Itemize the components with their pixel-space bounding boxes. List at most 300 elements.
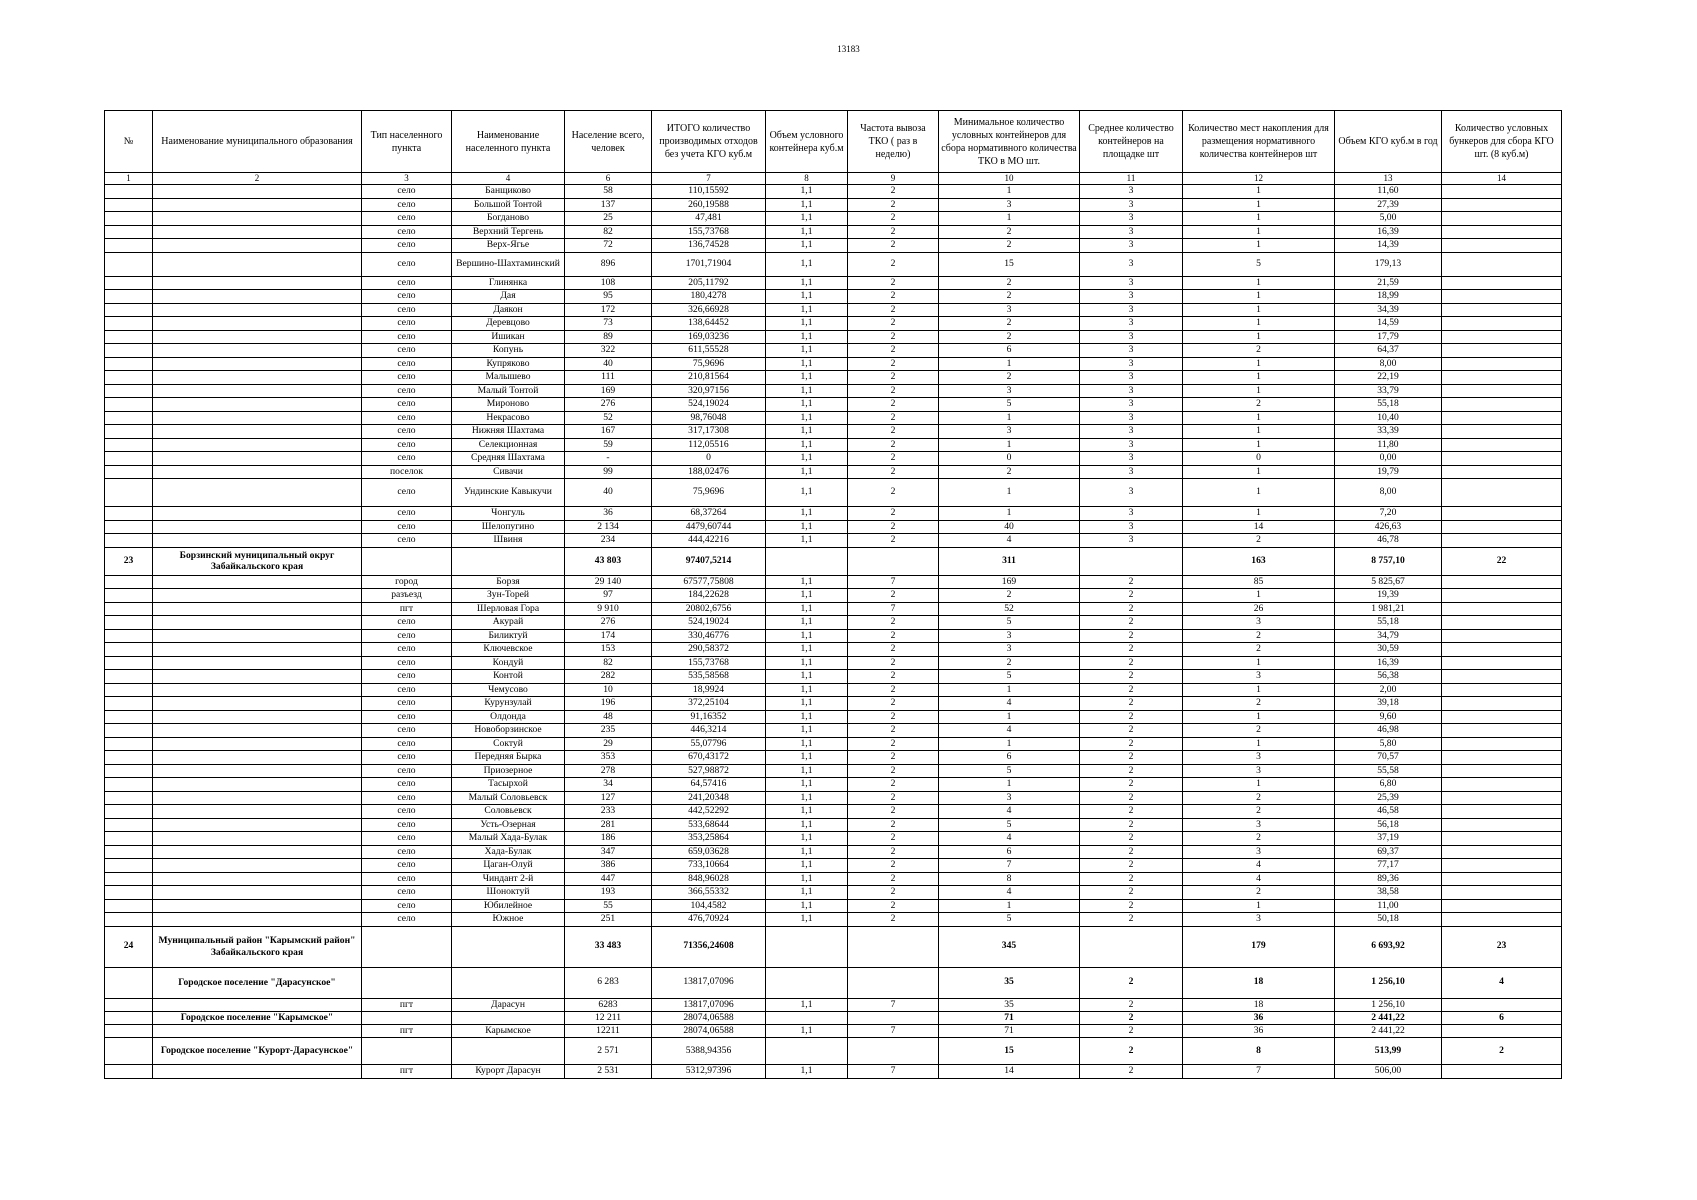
cell-settlement-type: село — [362, 290, 452, 304]
cell-avg-containers: 3 — [1080, 438, 1183, 452]
cell-population: 82 — [565, 656, 652, 670]
cell-settlement-name: Шоноктуй — [452, 886, 565, 900]
cell-waste-total: 180,4278 — [652, 290, 766, 304]
cell-collection-sites: 1 — [1183, 371, 1335, 385]
cell-collection-frequency: 2 — [848, 656, 939, 670]
cell-settlement-name: Юбилейное — [452, 899, 565, 913]
cell-municipality — [153, 845, 362, 859]
cell-kgo-bunkers — [1442, 252, 1562, 276]
cell-population: 235 — [565, 724, 652, 738]
cell-collection-sites: 2 — [1183, 805, 1335, 819]
cell-collection-frequency: 2 — [848, 239, 939, 253]
cell-avg-containers: 3 — [1080, 452, 1183, 466]
cell-container-volume: 1,1 — [766, 425, 848, 439]
cell-waste-total: 71356,24608 — [652, 926, 766, 967]
cell-kgo-bunkers — [1442, 465, 1562, 479]
cell-municipality — [153, 1065, 362, 1079]
cell-municipality — [153, 778, 362, 792]
cell-collection-sites: 36 — [1183, 1024, 1335, 1038]
cell-min-containers: 15 — [939, 1038, 1080, 1065]
table-row — [105, 791, 1562, 805]
cell-waste-total: 28074,06588 — [652, 1012, 766, 1025]
cell-avg-containers: 2 — [1080, 859, 1183, 873]
cell-collection-sites: 1 — [1183, 507, 1335, 521]
col-header-kgo-bunkers: Количество условных бункеров для сбора КГО шт. (8 куб.м) — [1442, 111, 1562, 173]
cell-kgo-volume: 38,58 — [1335, 886, 1442, 900]
cell-number — [105, 212, 153, 226]
cell-kgo-volume: 22,19 — [1335, 371, 1442, 385]
cell-kgo-volume: 6 693,92 — [1335, 926, 1442, 967]
cell-kgo-bunkers: 2 — [1442, 1038, 1562, 1065]
cell-waste-total: 670,43172 — [652, 751, 766, 765]
table-row — [105, 778, 1562, 792]
cell-kgo-bunkers — [1442, 479, 1562, 507]
cell-container-volume: 1,1 — [766, 330, 848, 344]
cell-avg-containers — [1080, 547, 1183, 575]
cell-settlement-type: село — [362, 751, 452, 765]
cell-settlement-name: Дарасун — [452, 998, 565, 1012]
cell-collection-sites: 1 — [1183, 303, 1335, 317]
cell-container-volume: 1,1 — [766, 998, 848, 1012]
cell-municipality — [153, 398, 362, 412]
table-row — [105, 411, 1562, 425]
cell-kgo-volume: 21,59 — [1335, 276, 1442, 290]
cell-collection-sites: 1 — [1183, 357, 1335, 371]
cell-kgo-volume: 9,60 — [1335, 710, 1442, 724]
cell-population: 233 — [565, 805, 652, 819]
cell-settlement-name: Чонгуль — [452, 507, 565, 521]
table-row — [105, 751, 1562, 765]
cell-avg-containers: 3 — [1080, 398, 1183, 412]
cell-population: 59 — [565, 438, 652, 452]
cell-settlement-type: село — [362, 507, 452, 521]
cell-kgo-volume: 8,00 — [1335, 357, 1442, 371]
cell-kgo-bunkers — [1442, 534, 1562, 548]
cell-settlement-type: село — [362, 239, 452, 253]
cell-number — [105, 629, 153, 643]
cell-collection-frequency: 2 — [848, 212, 939, 226]
cell-avg-containers: 2 — [1080, 602, 1183, 616]
cell-collection-frequency: 2 — [848, 330, 939, 344]
column-number-row — [105, 173, 1562, 185]
cell-kgo-volume: 39,18 — [1335, 697, 1442, 711]
cell-number — [105, 225, 153, 239]
col-header-settlement-name: Наименование населенного пункта — [452, 111, 565, 173]
cell-settlement-name: Мироново — [452, 398, 565, 412]
cell-settlement-type: пгт — [362, 602, 452, 616]
cell-settlement-type: село — [362, 818, 452, 832]
table-row — [105, 913, 1562, 927]
cell-avg-containers: 2 — [1080, 683, 1183, 697]
cell-kgo-bunkers — [1442, 737, 1562, 751]
cell-container-volume: 1,1 — [766, 239, 848, 253]
cell-population: 281 — [565, 818, 652, 832]
cell-population: 186 — [565, 832, 652, 846]
cell-min-containers: 52 — [939, 602, 1080, 616]
cell-waste-total: 205,11792 — [652, 276, 766, 290]
cell-collection-sites: 1 — [1183, 225, 1335, 239]
cell-settlement-name: Биликтуй — [452, 629, 565, 643]
table-row — [105, 670, 1562, 684]
cell-collection-frequency: 2 — [848, 724, 939, 738]
cell-population: 43 803 — [565, 547, 652, 575]
cell-collection-sites: 7 — [1183, 1065, 1335, 1079]
cell-kgo-bunkers — [1442, 317, 1562, 331]
cell-settlement-name: Чиндант 2-й — [452, 872, 565, 886]
cell-kgo-bunkers — [1442, 886, 1562, 900]
col-header-municipality: Наименование муниципального образования — [153, 111, 362, 173]
cell-settlement-name: Богданово — [452, 212, 565, 226]
cell-kgo-volume: 5 825,67 — [1335, 575, 1442, 589]
cell-collection-sites: 3 — [1183, 670, 1335, 684]
cell-municipality — [153, 344, 362, 358]
cell-min-containers: 6 — [939, 845, 1080, 859]
cell-collection-sites: 3 — [1183, 913, 1335, 927]
cell-settlement-type: село — [362, 534, 452, 548]
cell-min-containers: 5 — [939, 913, 1080, 927]
table-row — [105, 616, 1562, 630]
cell-settlement-name — [452, 1012, 565, 1025]
cell-population: 97 — [565, 589, 652, 603]
cell-population: 276 — [565, 398, 652, 412]
cell-min-containers: 14 — [939, 1065, 1080, 1079]
cell-waste-total: 290,58372 — [652, 643, 766, 657]
cell-collection-frequency: 2 — [848, 697, 939, 711]
column-number: 4 — [452, 173, 565, 185]
cell-min-containers: 40 — [939, 520, 1080, 534]
cell-kgo-bunkers — [1442, 656, 1562, 670]
table-row — [105, 832, 1562, 846]
cell-number — [105, 239, 153, 253]
cell-min-containers: 3 — [939, 629, 1080, 643]
cell-number: 23 — [105, 547, 153, 575]
cell-avg-containers: 2 — [1080, 998, 1183, 1012]
cell-municipality — [153, 225, 362, 239]
cell-container-volume: 1,1 — [766, 534, 848, 548]
cell-collection-sites: 26 — [1183, 602, 1335, 616]
cell-number — [105, 520, 153, 534]
cell-container-volume: 1,1 — [766, 225, 848, 239]
cell-kgo-bunkers — [1442, 629, 1562, 643]
cell-min-containers: 1 — [939, 778, 1080, 792]
col-header-kgo-volume: Объем КГО куб.м в год — [1335, 111, 1442, 173]
cell-kgo-bunkers — [1442, 212, 1562, 226]
cell-municipality: Борзинский муниципальный округ Забайкальского края — [153, 547, 362, 575]
cell-municipality — [153, 872, 362, 886]
cell-population: 2 134 — [565, 520, 652, 534]
cell-municipality — [153, 886, 362, 900]
cell-collection-sites: 2 — [1183, 886, 1335, 900]
cell-population: 896 — [565, 252, 652, 276]
cell-collection-frequency: 2 — [848, 710, 939, 724]
cell-collection-frequency: 2 — [848, 737, 939, 751]
cell-settlement-name: Малый Тонтой — [452, 384, 565, 398]
cell-collection-frequency — [848, 967, 939, 998]
cell-number — [105, 185, 153, 199]
cell-waste-total: 110,15592 — [652, 185, 766, 199]
cell-municipality — [153, 357, 362, 371]
cell-collection-frequency: 7 — [848, 602, 939, 616]
subtotal-row — [105, 1038, 1562, 1065]
cell-container-volume: 1,1 — [766, 507, 848, 521]
table-row — [105, 643, 1562, 657]
cell-waste-total: 210,81564 — [652, 371, 766, 385]
cell-waste-total: 326,66928 — [652, 303, 766, 317]
cell-municipality: Городское поселение "Карымское" — [153, 1012, 362, 1025]
cell-min-containers: 311 — [939, 547, 1080, 575]
cell-min-containers: 5 — [939, 398, 1080, 412]
cell-collection-sites: 2 — [1183, 398, 1335, 412]
table-row — [105, 899, 1562, 913]
cell-number — [105, 317, 153, 331]
column-number: 11 — [1080, 173, 1183, 185]
cell-collection-frequency: 2 — [848, 534, 939, 548]
cell-settlement-type: село — [362, 452, 452, 466]
cell-waste-total: 138,64452 — [652, 317, 766, 331]
cell-collection-frequency: 2 — [848, 913, 939, 927]
cell-container-volume: 1,1 — [766, 670, 848, 684]
cell-collection-sites: 1 — [1183, 185, 1335, 199]
cell-collection-sites: 1 — [1183, 479, 1335, 507]
cell-avg-containers: 2 — [1080, 1038, 1183, 1065]
cell-kgo-volume: 34,39 — [1335, 303, 1442, 317]
cell-population: 72 — [565, 239, 652, 253]
table-row — [105, 507, 1562, 521]
cell-number — [105, 465, 153, 479]
cell-collection-frequency: 2 — [848, 764, 939, 778]
cell-municipality — [153, 818, 362, 832]
cell-collection-frequency: 2 — [848, 384, 939, 398]
cell-number — [105, 425, 153, 439]
cell-settlement-name: Дая — [452, 290, 565, 304]
cell-container-volume: 1,1 — [766, 697, 848, 711]
cell-settlement-name: Новоборзинское — [452, 724, 565, 738]
cell-avg-containers: 2 — [1080, 670, 1183, 684]
cell-waste-total: 5312,97396 — [652, 1065, 766, 1079]
cell-collection-frequency: 2 — [848, 452, 939, 466]
cell-municipality — [153, 751, 362, 765]
cell-min-containers: 2 — [939, 290, 1080, 304]
cell-collection-sites: 1 — [1183, 239, 1335, 253]
cell-settlement-type: село — [362, 616, 452, 630]
cell-number — [105, 252, 153, 276]
cell-settlement-type: село — [362, 778, 452, 792]
cell-number — [105, 1024, 153, 1038]
cell-settlement-name — [452, 926, 565, 967]
cell-collection-sites: 2 — [1183, 629, 1335, 643]
cell-collection-sites: 5 — [1183, 252, 1335, 276]
cell-kgo-volume: 14,39 — [1335, 239, 1442, 253]
cell-container-volume — [766, 1012, 848, 1025]
cell-avg-containers — [1080, 926, 1183, 967]
cell-avg-containers: 2 — [1080, 818, 1183, 832]
col-header-avg-containers: Среднее количество контейнеров на площадке шт — [1080, 111, 1183, 173]
cell-kgo-volume: 30,59 — [1335, 643, 1442, 657]
cell-min-containers: 1 — [939, 357, 1080, 371]
cell-waste-total: 91,16352 — [652, 710, 766, 724]
cell-avg-containers: 3 — [1080, 465, 1183, 479]
cell-kgo-volume: 55,58 — [1335, 764, 1442, 778]
cell-collection-sites: 1 — [1183, 317, 1335, 331]
cell-settlement-name: Средняя Шахтама — [452, 452, 565, 466]
cell-number: 24 — [105, 926, 153, 967]
cell-municipality — [153, 276, 362, 290]
cell-settlement-type: село — [362, 913, 452, 927]
cell-avg-containers: 3 — [1080, 185, 1183, 199]
cell-population: 234 — [565, 534, 652, 548]
cell-container-volume: 1,1 — [766, 859, 848, 873]
cell-min-containers: 1 — [939, 479, 1080, 507]
cell-min-containers: 1 — [939, 185, 1080, 199]
page-number: 13183 — [837, 44, 860, 54]
cell-number — [105, 643, 153, 657]
cell-container-volume: 1,1 — [766, 913, 848, 927]
cell-settlement-name: Вершино-Шахтаминский — [452, 252, 565, 276]
cell-container-volume: 1,1 — [766, 357, 848, 371]
cell-population: 95 — [565, 290, 652, 304]
cell-settlement-name: Курорт Дарасун — [452, 1065, 565, 1079]
cell-settlement-type: село — [362, 710, 452, 724]
cell-municipality — [153, 697, 362, 711]
cell-kgo-volume: 2,00 — [1335, 683, 1442, 697]
cell-kgo-volume: 77,17 — [1335, 859, 1442, 873]
cell-population: 111 — [565, 371, 652, 385]
cell-avg-containers: 3 — [1080, 290, 1183, 304]
cell-kgo-bunkers — [1442, 913, 1562, 927]
cell-min-containers: 1 — [939, 710, 1080, 724]
cell-population: 169 — [565, 384, 652, 398]
cell-collection-frequency: 2 — [848, 371, 939, 385]
cell-collection-sites: 36 — [1183, 1012, 1335, 1025]
cell-kgo-volume: 37,19 — [1335, 832, 1442, 846]
cell-waste-total: 155,73768 — [652, 656, 766, 670]
cell-number — [105, 357, 153, 371]
cell-kgo-volume: 25,39 — [1335, 791, 1442, 805]
cell-settlement-type: село — [362, 764, 452, 778]
cell-kgo-bunkers — [1442, 710, 1562, 724]
cell-municipality — [153, 185, 362, 199]
cell-number — [105, 778, 153, 792]
cell-settlement-name: Швиня — [452, 534, 565, 548]
col-header-container-volume: Объем условного контейнера куб.м — [766, 111, 848, 173]
cell-kgo-bunkers — [1442, 425, 1562, 439]
cell-collection-frequency: 2 — [848, 225, 939, 239]
cell-population: 196 — [565, 697, 652, 711]
cell-collection-sites: 18 — [1183, 998, 1335, 1012]
cell-kgo-volume: 11,00 — [1335, 899, 1442, 913]
cell-waste-total: 527,98872 — [652, 764, 766, 778]
col-header-number: № — [105, 111, 153, 173]
cell-kgo-volume: 27,39 — [1335, 198, 1442, 212]
cell-waste-total: 155,73768 — [652, 225, 766, 239]
cell-kgo-bunkers: 22 — [1442, 547, 1562, 575]
table-row — [105, 602, 1562, 616]
cell-municipality — [153, 384, 362, 398]
cell-waste-total: 535,58568 — [652, 670, 766, 684]
cell-municipality — [153, 198, 362, 212]
cell-avg-containers: 3 — [1080, 520, 1183, 534]
cell-waste-total: 241,20348 — [652, 791, 766, 805]
cell-settlement-name: Купряково — [452, 357, 565, 371]
cell-waste-total: 524,19024 — [652, 398, 766, 412]
cell-settlement-name: Малый Соловьевск — [452, 791, 565, 805]
cell-collection-sites: 2 — [1183, 791, 1335, 805]
cell-population: 58 — [565, 185, 652, 199]
cell-collection-frequency: 2 — [848, 438, 939, 452]
cell-municipality — [153, 710, 362, 724]
cell-kgo-volume: 46,78 — [1335, 534, 1442, 548]
cell-settlement-type: село — [362, 344, 452, 358]
cell-settlement-type: село — [362, 252, 452, 276]
cell-settlement-name: Приозерное — [452, 764, 565, 778]
cell-avg-containers: 2 — [1080, 832, 1183, 846]
cell-collection-sites: 2 — [1183, 697, 1335, 711]
cell-population: 2 531 — [565, 1065, 652, 1079]
cell-population: 6283 — [565, 998, 652, 1012]
cell-kgo-volume: 34,79 — [1335, 629, 1442, 643]
cell-kgo-volume: 2 441,22 — [1335, 1012, 1442, 1025]
cell-min-containers: 4 — [939, 724, 1080, 738]
cell-avg-containers: 3 — [1080, 198, 1183, 212]
column-number: 13 — [1335, 173, 1442, 185]
cell-waste-total: 444,42216 — [652, 534, 766, 548]
cell-avg-containers: 2 — [1080, 886, 1183, 900]
cell-kgo-bunkers — [1442, 872, 1562, 886]
cell-population: 89 — [565, 330, 652, 344]
cell-kgo-bunkers — [1442, 859, 1562, 873]
cell-container-volume: 1,1 — [766, 276, 848, 290]
cell-number — [105, 198, 153, 212]
cell-collection-frequency: 2 — [848, 520, 939, 534]
cell-kgo-bunkers — [1442, 670, 1562, 684]
cell-avg-containers: 2 — [1080, 751, 1183, 765]
cell-kgo-volume: 55,18 — [1335, 398, 1442, 412]
cell-avg-containers: 3 — [1080, 344, 1183, 358]
cell-kgo-bunkers — [1442, 290, 1562, 304]
cell-settlement-type — [362, 926, 452, 967]
cell-kgo-volume: 179,13 — [1335, 252, 1442, 276]
cell-collection-frequency: 7 — [848, 1024, 939, 1038]
cell-kgo-volume: 426,63 — [1335, 520, 1442, 534]
cell-municipality — [153, 899, 362, 913]
cell-collection-frequency: 2 — [848, 818, 939, 832]
cell-min-containers: 2 — [939, 371, 1080, 385]
cell-collection-sites: 3 — [1183, 764, 1335, 778]
cell-settlement-type: село — [362, 656, 452, 670]
cell-number — [105, 1038, 153, 1065]
cell-collection-sites: 3 — [1183, 751, 1335, 765]
cell-container-volume: 1,1 — [766, 398, 848, 412]
table-row — [105, 330, 1562, 344]
cell-kgo-volume: 2 441,22 — [1335, 1024, 1442, 1038]
cell-municipality — [153, 452, 362, 466]
cell-kgo-volume: 513,99 — [1335, 1038, 1442, 1065]
cell-container-volume: 1,1 — [766, 575, 848, 589]
col-header-collection-frequency: Частота вывоза ТКО ( раз в неделю) — [848, 111, 939, 173]
cell-avg-containers: 2 — [1080, 737, 1183, 751]
cell-settlement-name: Цаган-Олуй — [452, 859, 565, 873]
cell-settlement-type: город — [362, 575, 452, 589]
cell-container-volume: 1,1 — [766, 791, 848, 805]
cell-avg-containers: 3 — [1080, 384, 1183, 398]
cell-municipality — [153, 859, 362, 873]
cell-collection-sites: 1 — [1183, 198, 1335, 212]
cell-avg-containers: 2 — [1080, 764, 1183, 778]
cell-population: 447 — [565, 872, 652, 886]
cell-municipality — [153, 913, 362, 927]
cell-number — [105, 724, 153, 738]
cell-min-containers: 35 — [939, 967, 1080, 998]
